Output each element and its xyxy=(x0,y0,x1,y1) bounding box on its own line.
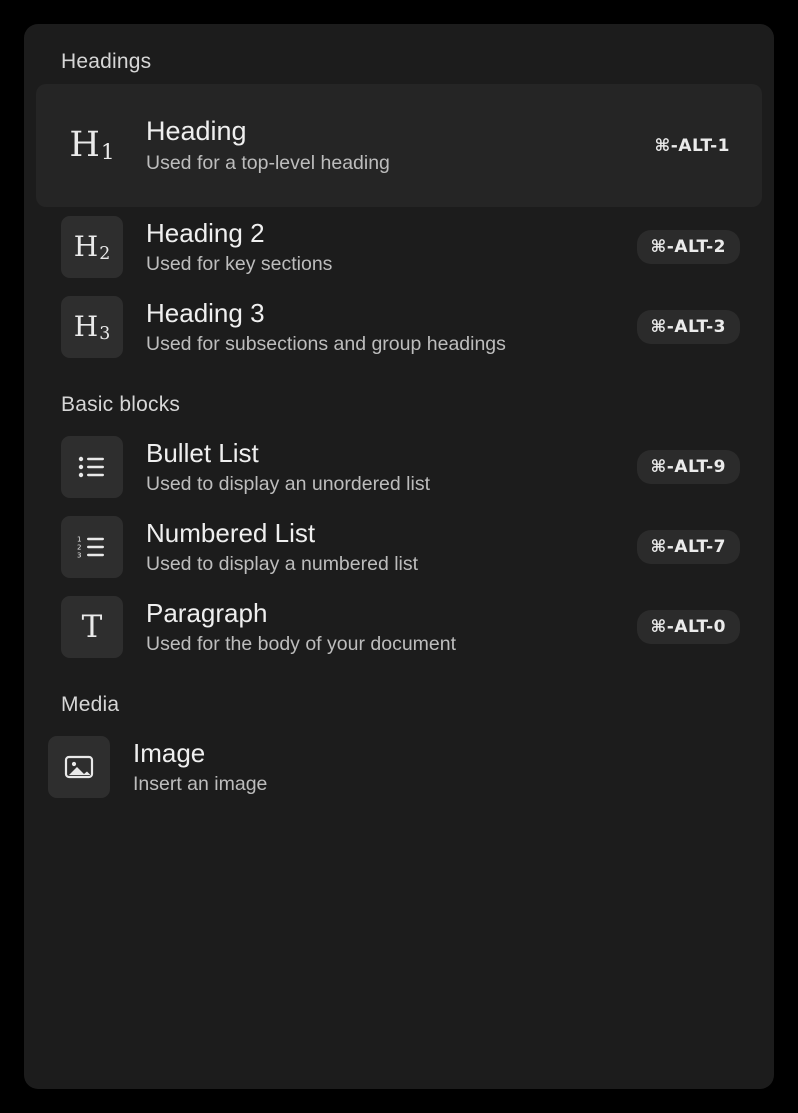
menu-item-title: Heading 2 xyxy=(146,217,265,248)
heading-glyph-letter: H xyxy=(73,230,99,263)
bullet-list-icon xyxy=(61,436,123,498)
svg-text:3: 3 xyxy=(77,551,82,559)
numbered-list-icon xyxy=(61,516,123,578)
svg-text:2: 2 xyxy=(77,543,82,552)
heading-2-glyph xyxy=(61,216,123,278)
group-label-media: Media xyxy=(61,693,120,716)
menu-item-title: Bullet List xyxy=(146,437,259,468)
menu-item-title: Numbered List xyxy=(146,517,316,548)
menu-item-labels xyxy=(146,116,641,175)
menu-item-labels xyxy=(133,738,746,796)
heading-glyph-number: 1 xyxy=(100,140,115,165)
menu-item-numbered-list[interactable] xyxy=(36,507,762,587)
menu-item-bullet-list[interactable] xyxy=(36,427,762,507)
group-label-basic-blocks: Basic blocks xyxy=(61,393,181,416)
menu-item-labels xyxy=(146,298,637,356)
shortcut-badge: ⌘-ALT-7 xyxy=(637,530,740,564)
menu-item-description: Used for a top-level heading xyxy=(146,151,390,174)
menu-item-title: Image xyxy=(133,737,206,768)
heading-3-glyph xyxy=(61,296,123,358)
heading-glyph-letter: H xyxy=(69,125,100,165)
svg-text:1: 1 xyxy=(77,535,82,544)
menu-item-labels xyxy=(146,518,637,576)
menu-item-heading-2[interactable] xyxy=(36,207,762,287)
paragraph-glyph-letter: T xyxy=(81,609,103,645)
menu-item-labels xyxy=(146,218,637,276)
shortcut-badge: ⌘-ALT-9 xyxy=(637,450,740,484)
image-icon xyxy=(48,736,110,798)
menu-item-description: Used to display a numbered list xyxy=(146,552,419,575)
menu-item-description: Insert an image xyxy=(133,772,268,795)
shortcut-badge: ⌘-ALT-1 xyxy=(654,135,730,156)
shortcut-badge: ⌘-ALT-3 xyxy=(637,310,740,344)
shortcut-badge: ⌘-ALT-0 xyxy=(637,610,740,644)
heading-glyph-number: 2 xyxy=(99,244,111,264)
shortcut-badge: ⌘-ALT-2 xyxy=(637,230,740,264)
heading-1-glyph xyxy=(61,115,123,177)
block-type-menu xyxy=(24,24,774,1089)
menu-item-title: Paragraph xyxy=(146,597,268,628)
menu-item-description: Used for subsections and group headings xyxy=(146,332,506,355)
paragraph-icon xyxy=(61,596,123,658)
menu-item-heading-1[interactable] xyxy=(36,84,762,207)
menu-item-title: Heading 3 xyxy=(146,297,265,328)
menu-item-title: Heading xyxy=(146,115,247,146)
group-label-headings: Headings xyxy=(61,50,152,73)
heading-glyph-number: 3 xyxy=(99,324,111,344)
menu-item-labels xyxy=(146,598,637,656)
menu-item-description: Used for key sections xyxy=(146,252,333,275)
menu-item-description: Used to display an unordered list xyxy=(146,472,430,495)
menu-item-paragraph[interactable] xyxy=(36,587,762,667)
menu-item-heading-3[interactable] xyxy=(36,287,762,367)
menu-item-labels xyxy=(146,438,637,496)
menu-item-image[interactable] xyxy=(36,727,762,807)
heading-glyph-letter: H xyxy=(73,310,99,343)
menu-item-description: Used for the body of your document xyxy=(146,632,457,655)
